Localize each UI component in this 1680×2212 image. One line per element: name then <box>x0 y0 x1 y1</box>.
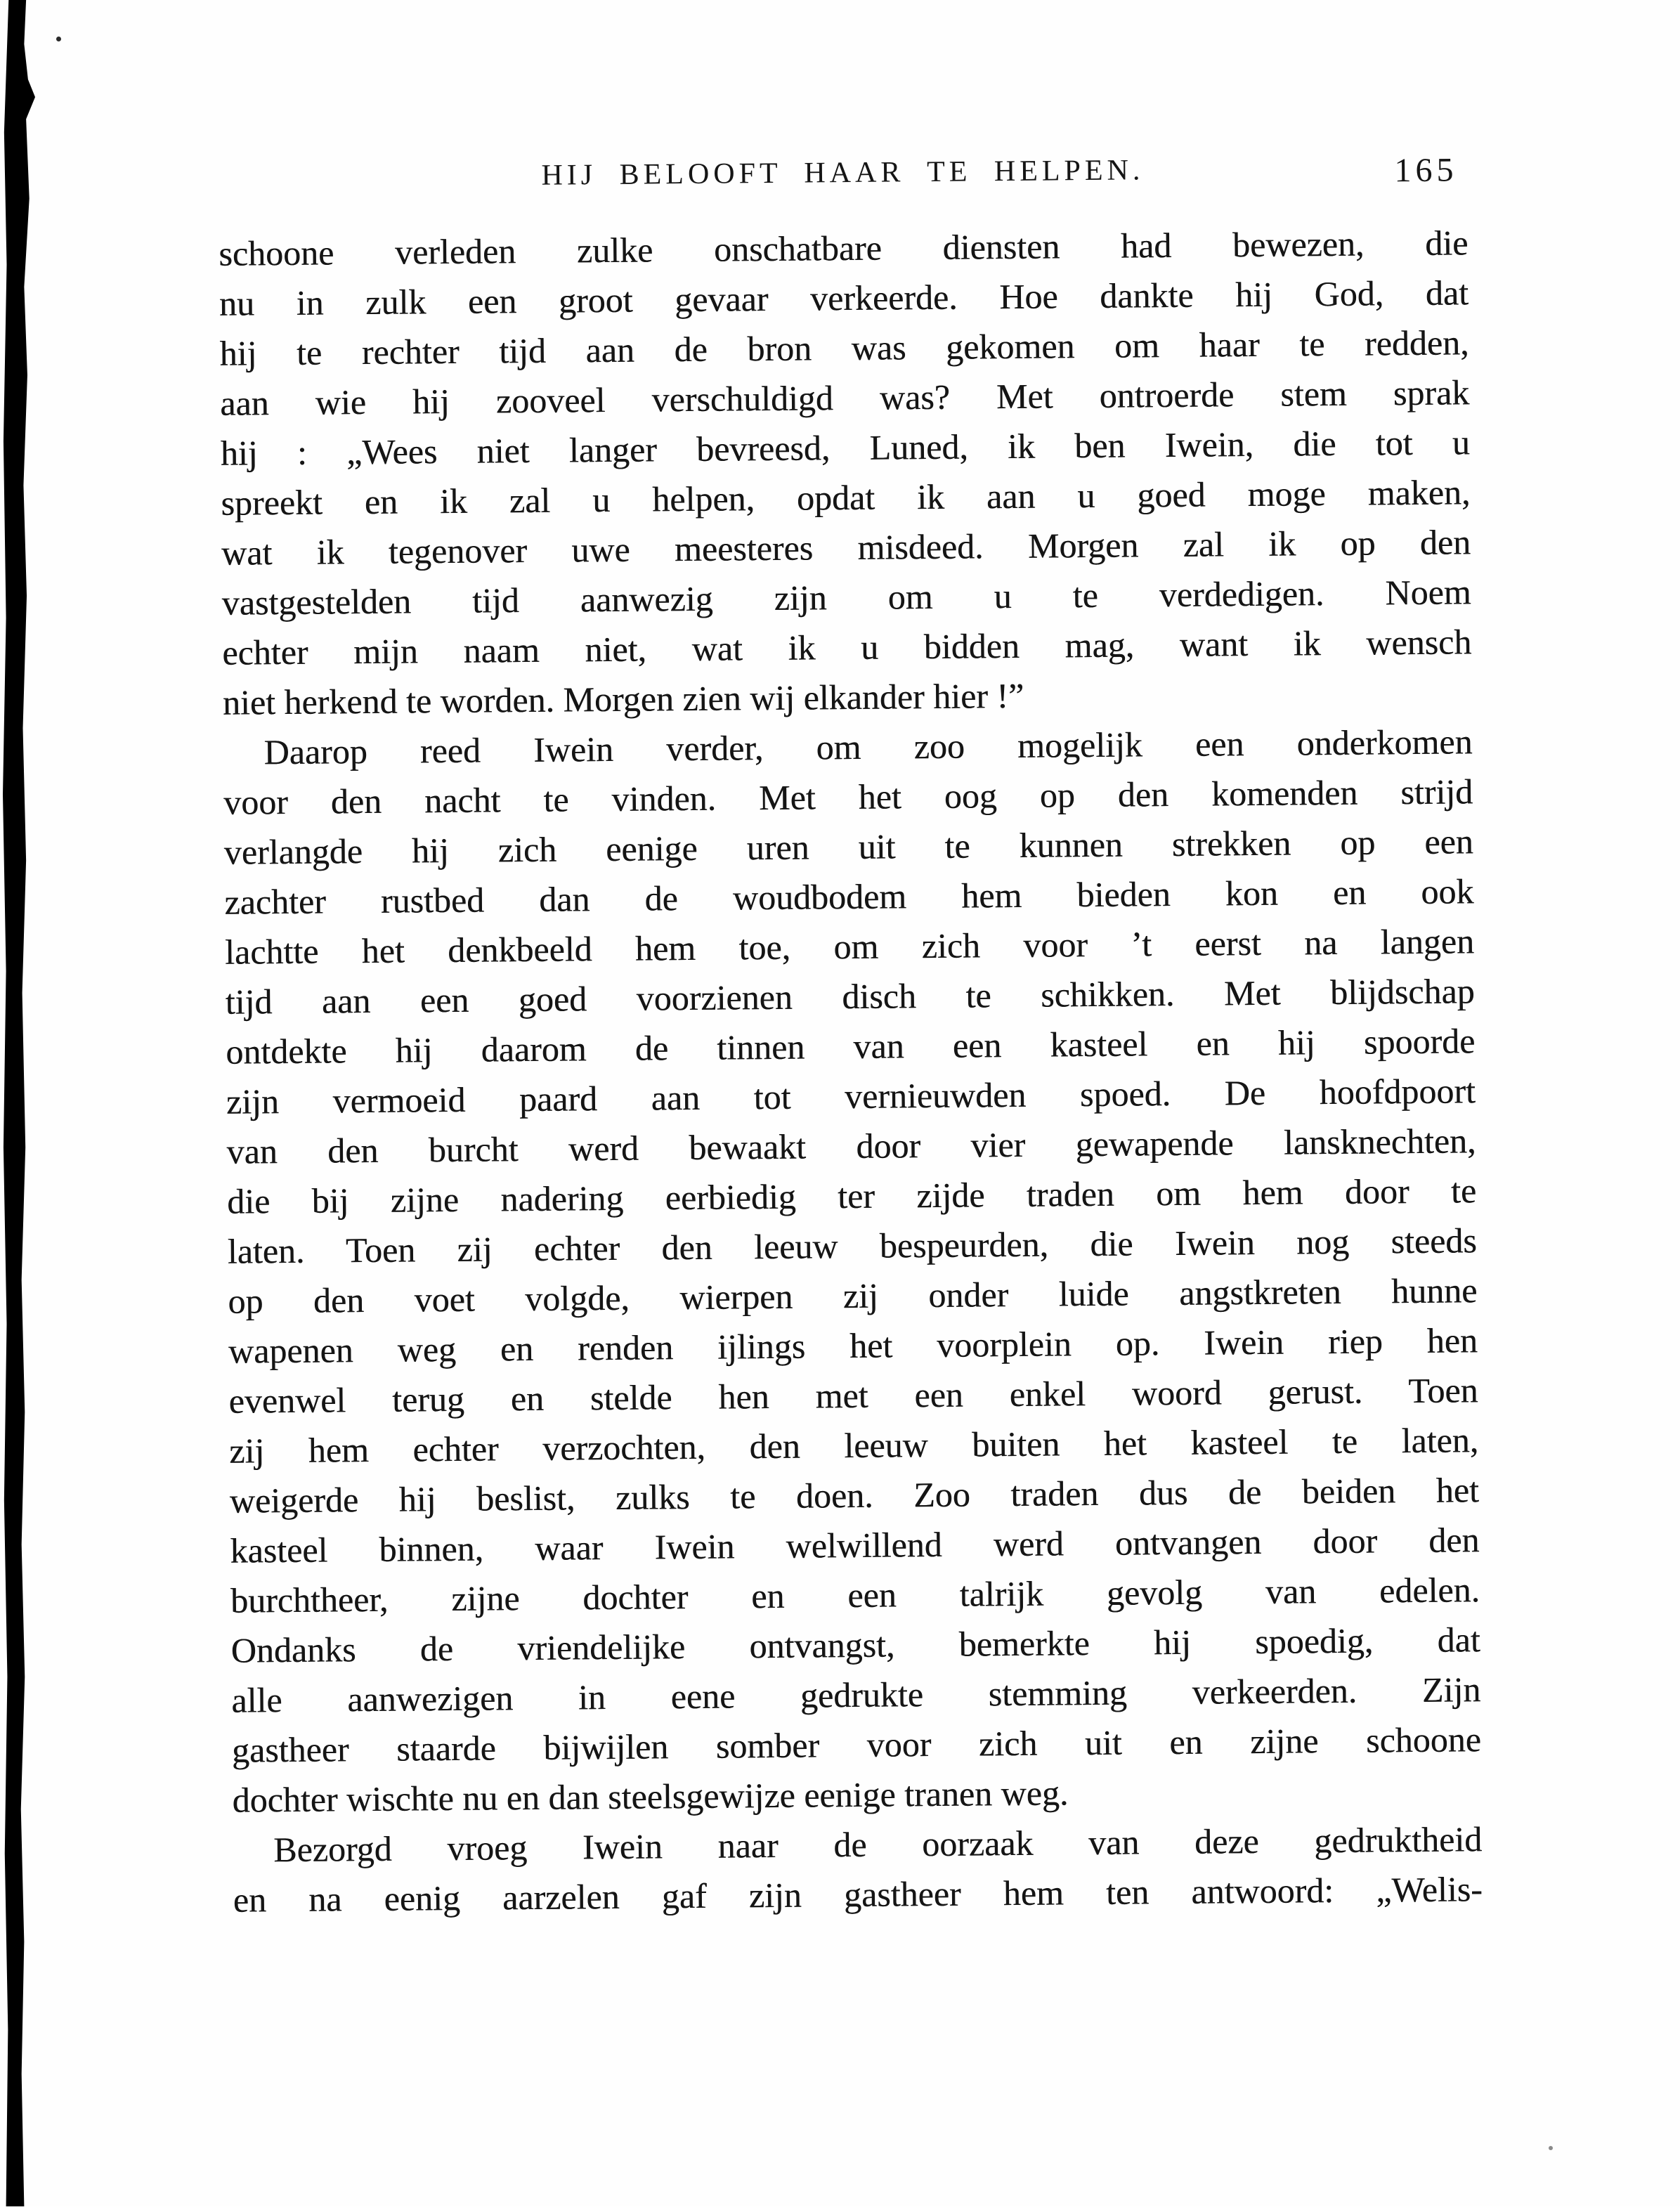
paragraph <box>223 717 1482 1825</box>
text-line: lachtte het denkbeeld hem toe, om zich voor ’t eerst na langen <box>224 921 1475 972</box>
text-line: zijn vermoeid paard aan tot vernieuwden spoed. De hoofdpoort <box>226 1071 1476 1121</box>
running-header <box>218 150 1467 195</box>
text-line: laten. Toen zij echter den leeuw bespeurden, die Iwein nog steeds <box>227 1221 1477 1271</box>
text-block <box>219 218 1483 1925</box>
text-line: alle aanwezigen in eene gedrukte stemming verkeerden. Zijn <box>231 1670 1481 1720</box>
paragraph <box>233 1814 1483 1925</box>
text-line: Ondanks de vriendelijke ontvangst, bemerkte hij spoedig, dat <box>230 1620 1480 1670</box>
text-line: evenwel terug en stelde hen met een enkel woord gerust. Toen <box>228 1370 1478 1421</box>
text-line: schoone verleden zulke onschatbare diensten had bewezen, die <box>219 223 1469 273</box>
text-line: zachter rustbed dan de woudbodem hem bieden kon en ook <box>224 871 1474 922</box>
text-line: wat ik tegenover uwe meesteres misdeed. Morgen zal ik op den <box>221 522 1471 573</box>
text-line: aan wie hij zooveel verschuldigd was? Met ontroerde stem sprak <box>220 372 1470 423</box>
text-line: hij te rechter tijd aan de bron was gekomen om haar te redden, <box>219 323 1469 373</box>
text-line: hij : „Wees niet langer bevreesd, Luned, ik ben Iwein, die tot u <box>220 422 1471 473</box>
text-line: burchtheer, zijne dochter en een talrijk gevolg van edelen. <box>230 1570 1480 1620</box>
text-line: spreekt en ik zal u helpen, opdat ik aan u goed moge maken, <box>221 472 1471 523</box>
text-line: gastheer staarde bijwijlen somber voor zich uit en zijne schoone <box>231 1719 1482 1770</box>
text-line: Daarop reed Iwein verder, om zoo mogelijk een onderkomen <box>263 722 1473 772</box>
text-line: voor den nacht te vinden. Met het oog op den komenden strijd <box>223 772 1473 822</box>
text-line: echter mijn naam niet, wat ik u bidden mag, want ik wensch <box>222 622 1472 672</box>
text-line: niet herkend te worden. Morgen zien wij elkander hier !” <box>222 675 1024 722</box>
text-line: van den burcht werd bewaakt door vier gewapende lansknechten, <box>226 1121 1476 1171</box>
text-line: kasteel binnen, waar Iwein welwillend werd ontvangen door den <box>230 1520 1480 1570</box>
text-line: weigerde hij beslist, zulks te doen. Zoo traden dus de beiden het <box>229 1470 1480 1521</box>
scan-speck <box>56 37 61 41</box>
text-line: tijd aan een goed voorzienen disch te schikken. Met blijdschap <box>225 971 1475 1022</box>
page-number: 165 <box>1394 151 1458 190</box>
text-line: nu in zulk een groot gevaar verkeerde. Hoe dankte hij God, dat <box>219 273 1469 323</box>
text-line: ontdekte hij daarom de tinnen van een kasteel en hij spoorde <box>226 1021 1476 1072</box>
text-line: en na eenig aarzelen gaf zijn gastheer hem ten antwoord: „Welis- <box>233 1869 1483 1920</box>
text-line: vastgestelden tijd aanwezig zijn om u te verdedigen. Noem <box>221 572 1471 623</box>
text-line: Bezorgd vroeg Iwein naar de oorzaak van deze gedruktheid <box>273 1819 1483 1870</box>
text-line: die bij zijne nadering eerbiedig ter zijde traden om hem door te <box>226 1171 1477 1221</box>
scan-edge-artifact-bar <box>3 0 35 2206</box>
running-title: HIJ BELOOFT HAAR TE HELPEN. <box>541 154 1145 192</box>
text-line: op den voet volgde, wierpen zij onder luide angstkreten hunne <box>228 1270 1478 1321</box>
text-line: verlangde hij zich eenige uren uit te kunnen strekken op een <box>223 821 1474 872</box>
scan-speck <box>1549 2146 1553 2150</box>
page-content <box>216 0 1485 2212</box>
text-line: zij hem echter verzochten, den leeuw buiten het kasteel te laten, <box>229 1420 1479 1471</box>
paragraph <box>219 218 1472 727</box>
text-line: dochter wischte nu en dan steelsgewijze eenige tranen weg. <box>232 1773 1069 1820</box>
text-line: wapenen weg en renden ijlings het voorplein op. Iwein riep hen <box>228 1320 1478 1371</box>
